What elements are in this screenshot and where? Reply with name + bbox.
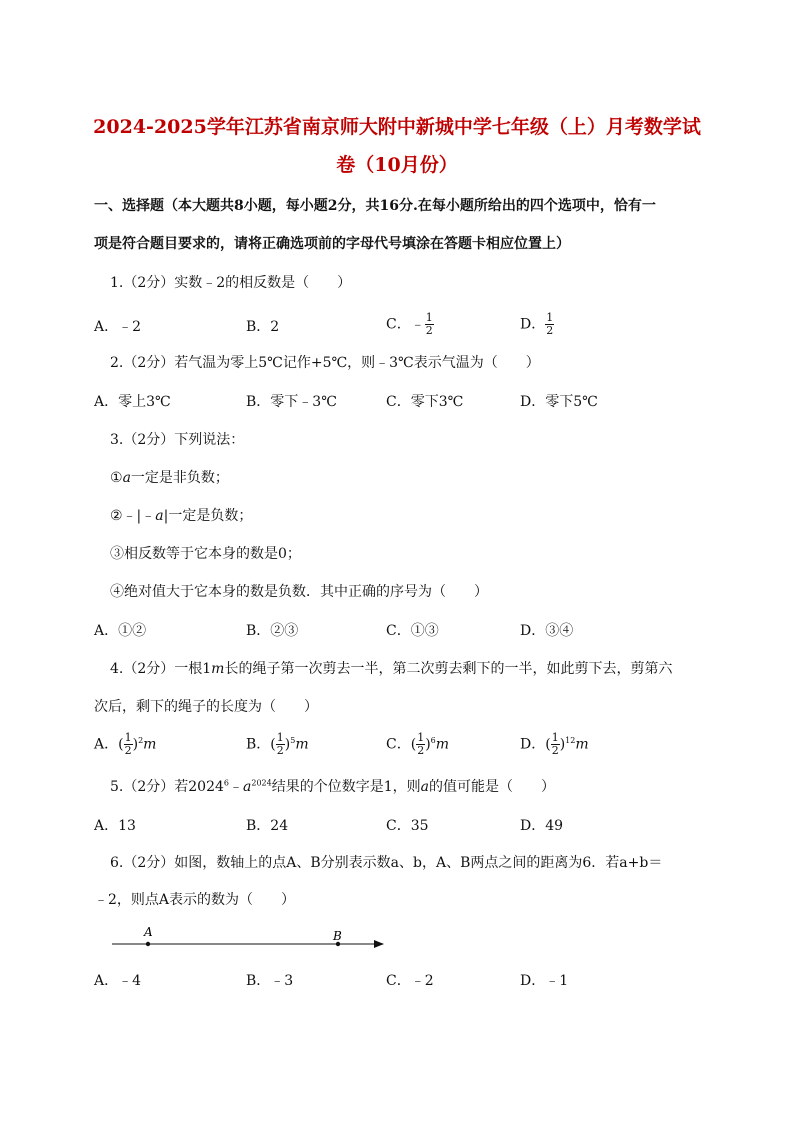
q5-option-c: C．35	[386, 818, 429, 834]
q4-option-c: C．( $\frac{1}{2}$ )$^6$m	[386, 731, 450, 757]
variable-a: a	[122, 470, 131, 486]
number-line-arrow	[374, 940, 384, 948]
fraction-denominator: 2	[546, 324, 554, 337]
stem-text: 5.（2分）若2024	[110, 779, 224, 795]
q3-statement-1	[110, 467, 229, 487]
q3-option-d: D．③④	[520, 623, 574, 639]
q4-fraction	[124, 732, 133, 757]
q4-fraction	[276, 732, 285, 757]
q5-option-d: D．49	[520, 818, 564, 834]
q3-statement-3: ③相反数等于它本身的数是0；	[110, 546, 301, 562]
q4-option-a: A．( $\frac{1}{2}$ )$^2$m	[94, 731, 157, 757]
question-1-options	[94, 312, 694, 336]
number-line-figure	[110, 922, 390, 958]
statement-prefix: ②﹣|﹣	[110, 508, 156, 524]
stem-text: 长的绳子第一次剪去一半，第二次剪去剩下的一半，如此剪下去，剪第六	[224, 661, 673, 677]
statement-prefix: ①	[110, 470, 123, 486]
q6-option-d: D．﹣1	[520, 973, 569, 989]
q6-option-a: A．﹣4	[94, 973, 142, 989]
variable-a: a	[155, 508, 164, 524]
q1-option-d-fraction	[545, 312, 554, 337]
q1-option-c-fraction	[425, 312, 434, 337]
exponent: 5	[290, 735, 296, 745]
section-heading-line2: 项是符合题目要求的，请将正确选项前的字母代号填涂在答题卡相应位置上）	[94, 236, 570, 252]
option-label: C．	[386, 736, 411, 753]
q3-option-b: B．②③	[246, 623, 299, 639]
q5-option-b: B．24	[246, 818, 289, 834]
q1-option-c-prefix: C．﹣	[386, 316, 425, 333]
question-4-options	[94, 732, 694, 756]
question-3-stem: 3.（2分）下列说法：	[110, 432, 245, 448]
q6-option-b: B．﹣3	[246, 973, 294, 989]
question-1-stem: 1.（2分）实数﹣2的相反数是（ ）	[110, 275, 352, 291]
exponent: 12	[565, 735, 576, 745]
exam-title-line2: 卷（10月份）	[336, 154, 458, 176]
exponent: 6	[430, 735, 436, 745]
fraction-denominator: 2	[124, 744, 132, 757]
fraction-numerator: 1	[425, 311, 433, 324]
question-6-stem-line2: ﹣2，则点A表示的数为（ ）	[94, 892, 296, 908]
q3-option-c: C．①③	[386, 623, 439, 639]
q1-option-d	[520, 312, 554, 337]
question-6-stem-line1: 6.（2分）如图，数轴上的点A、B分别表示数a、b，A、B两点之间的距离为6．若a+b＝	[110, 855, 663, 871]
q2-option-a: A．零上3℃	[94, 394, 171, 410]
q2-option-c: C．零下3℃	[386, 394, 464, 410]
q3-statement-4: ④绝对值大于它本身的数是负数．其中正确的序号为（ ）	[110, 584, 488, 600]
unit-m: m	[143, 736, 157, 753]
q3-option-a: A．①②	[94, 623, 147, 639]
fraction-denominator: 2	[551, 744, 559, 757]
q1-option-b: B．2	[246, 319, 280, 335]
unit-m: m	[295, 736, 309, 753]
q6-option-c: C．﹣2	[386, 973, 434, 989]
fraction-numerator: 1	[546, 311, 554, 324]
fraction-numerator: 1	[276, 731, 284, 744]
question-5-options	[94, 815, 694, 839]
fraction-numerator: 1	[124, 731, 132, 744]
fraction-denominator: 2	[425, 324, 433, 337]
stem-text: 结果的个位数字是1，则	[271, 779, 421, 795]
fraction-denominator: 2	[417, 744, 425, 757]
q2-option-d: D．零下5℃	[520, 394, 598, 410]
section-heading-line1: 一、选择题（本大题共8小题，每小题2分，共16分.在每小题所给出的四个选项中，恰有一	[94, 198, 656, 214]
statement-text: 一定是非负数；	[130, 470, 229, 486]
exponent: 2024	[251, 778, 272, 788]
question-4-stem-line2: 次后，剩下的绳子的长度为（ ）	[94, 699, 318, 715]
statement-text: |一定是负数；	[163, 508, 253, 524]
fraction-denominator: 2	[276, 744, 284, 757]
point-b-label: B	[333, 929, 342, 943]
fraction-numerator: 1	[551, 731, 559, 744]
q4-fraction	[551, 732, 560, 757]
q1-option-a: A．﹣2	[94, 319, 142, 335]
unit-m: m	[211, 661, 225, 677]
variable-a: a	[243, 779, 252, 795]
question-3-options	[94, 620, 694, 644]
point-a-label: A	[144, 925, 153, 939]
q4-option-d: D．( $\frac{1}{2}$ )$^{12}$m	[520, 731, 589, 757]
exponent: 6	[223, 778, 229, 788]
q5-option-a: A．13	[94, 818, 136, 834]
unit-m: m	[435, 736, 450, 753]
q2-option-b: B．零下﹣3℃	[246, 394, 337, 410]
question-2-stem: 2.（2分）若气温为零上5℃记作+5℃，则﹣3℃表示气温为（ ）	[110, 355, 540, 371]
q4-option-b: B．( $\frac{1}{2}$ )$^5$m	[246, 731, 309, 757]
question-4-stem-line1	[110, 658, 672, 678]
minus-sign: ﹣	[229, 779, 243, 795]
stem-text: 的值可能是（ ）	[429, 779, 555, 795]
variable-a: a	[420, 779, 429, 795]
option-label: A．	[94, 736, 119, 753]
q1-option-c	[386, 312, 434, 337]
q4-fraction	[416, 732, 425, 757]
unit-m: m	[575, 736, 589, 753]
stem-text: 4.（2分）一根1	[110, 661, 212, 677]
exam-title-line1: 2024-2025学年江苏省南京师大附中新城中学七年级（上）月考数学试	[93, 116, 701, 138]
option-label: D．	[520, 736, 546, 753]
option-label: B．	[246, 736, 271, 753]
point-a-dot	[146, 942, 150, 946]
fraction-numerator: 1	[417, 731, 425, 744]
q1-option-d-prefix: D．	[520, 316, 546, 333]
question-2-options	[94, 391, 694, 415]
exponent: 2	[138, 735, 144, 745]
question-5-stem	[110, 776, 555, 796]
q3-statement-2	[110, 505, 252, 525]
question-6-options	[94, 970, 694, 994]
